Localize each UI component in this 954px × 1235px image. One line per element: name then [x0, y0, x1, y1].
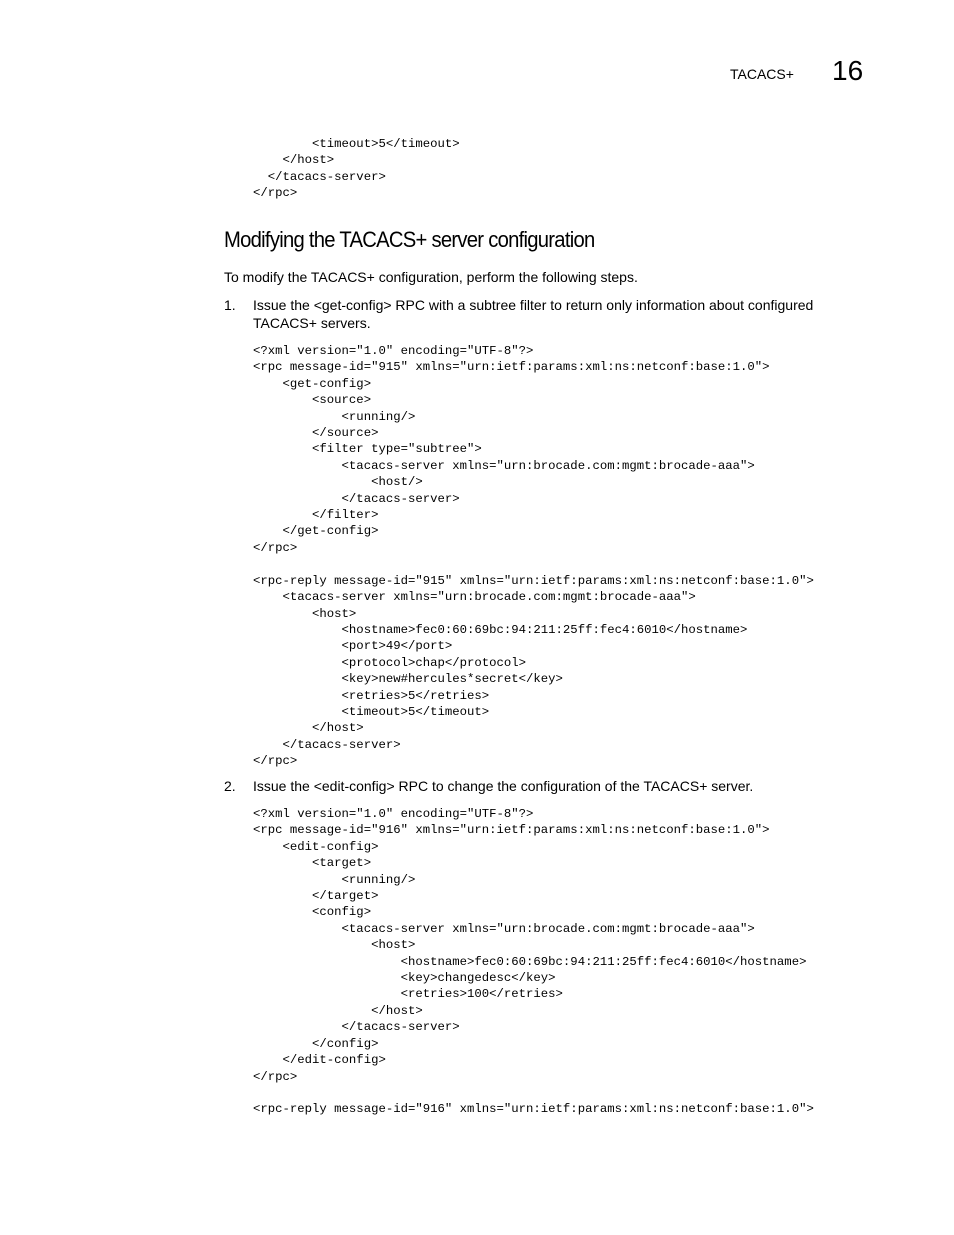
code-block-continued: <timeout>5</timeout> </host> </tacacs-server> </rpc> [253, 137, 460, 201]
section-name: TACACS+ [730, 66, 794, 82]
step-number: 2. [224, 778, 236, 794]
chapter-number: 16 [832, 55, 864, 86]
intro-paragraph: To modify the TACACS+ configuration, perform the following steps. [224, 269, 638, 285]
step-text: Issue the <get-config> RPC with a subtree filter to return only information about configured TACACS+ servers. [253, 297, 814, 331]
step-number: 1. [224, 297, 236, 313]
running-header [0, 56, 954, 92]
step-text: Issue the <edit-config> RPC to change the configuration of the TACACS+ server. [253, 778, 754, 794]
section-heading: Modifying the TACACS+ server configuration [224, 227, 595, 252]
code-block-edit-config: <?xml version="1.0" encoding="UTF-8"?> <rpc message-id="916" xmlns="urn:ietf:params:xml:ns:netconf:base:1.0"> <edit-config> <target> <running/> </target> <config> <tacacs-server xmlns="urn:brocade.com:mgmt:brocade-aaa"> <host> <hostname>fec0:60:69bc:94:211:25ff:fec4:6010</hostname> <key>changedesc</key> <retries>100</retries> </host> </tacacs-server> </config> </edit-config> </rpc> <rpc-reply message-id="916" xmlns="urn:ietf:params:xml:ns:netconf:base:1.0"> [253, 807, 814, 1117]
code-block-get-config: <?xml version="1.0" encoding="UTF-8"?> <rpc message-id="915" xmlns="urn:ietf:params:xml:ns:netconf:base:1.0"> <get-config> <source> <running/> </source> <filter type="subtree"> <tacacs-server xmlns="urn:brocade.com:mgmt:brocade-aaa"> <host/> </tacacs-server> </filter> </get-config> </rpc> <rpc-reply message-id="915" xmlns="urn:ietf:params:xml:ns:netconf:base:1.0"> <tacacs-server xmlns="urn:brocade.com:mgmt:brocade-aaa"> <host> <hostname>fec0:60:69bc:94:211:25ff:fec4:6010</hostname> <port>49</port> <protocol>chap</protocol> <key>new#hercules*secret</key> <retries>5</retries> <timeout>5</timeout> </host> </tacacs-server> </rpc> [253, 344, 814, 769]
